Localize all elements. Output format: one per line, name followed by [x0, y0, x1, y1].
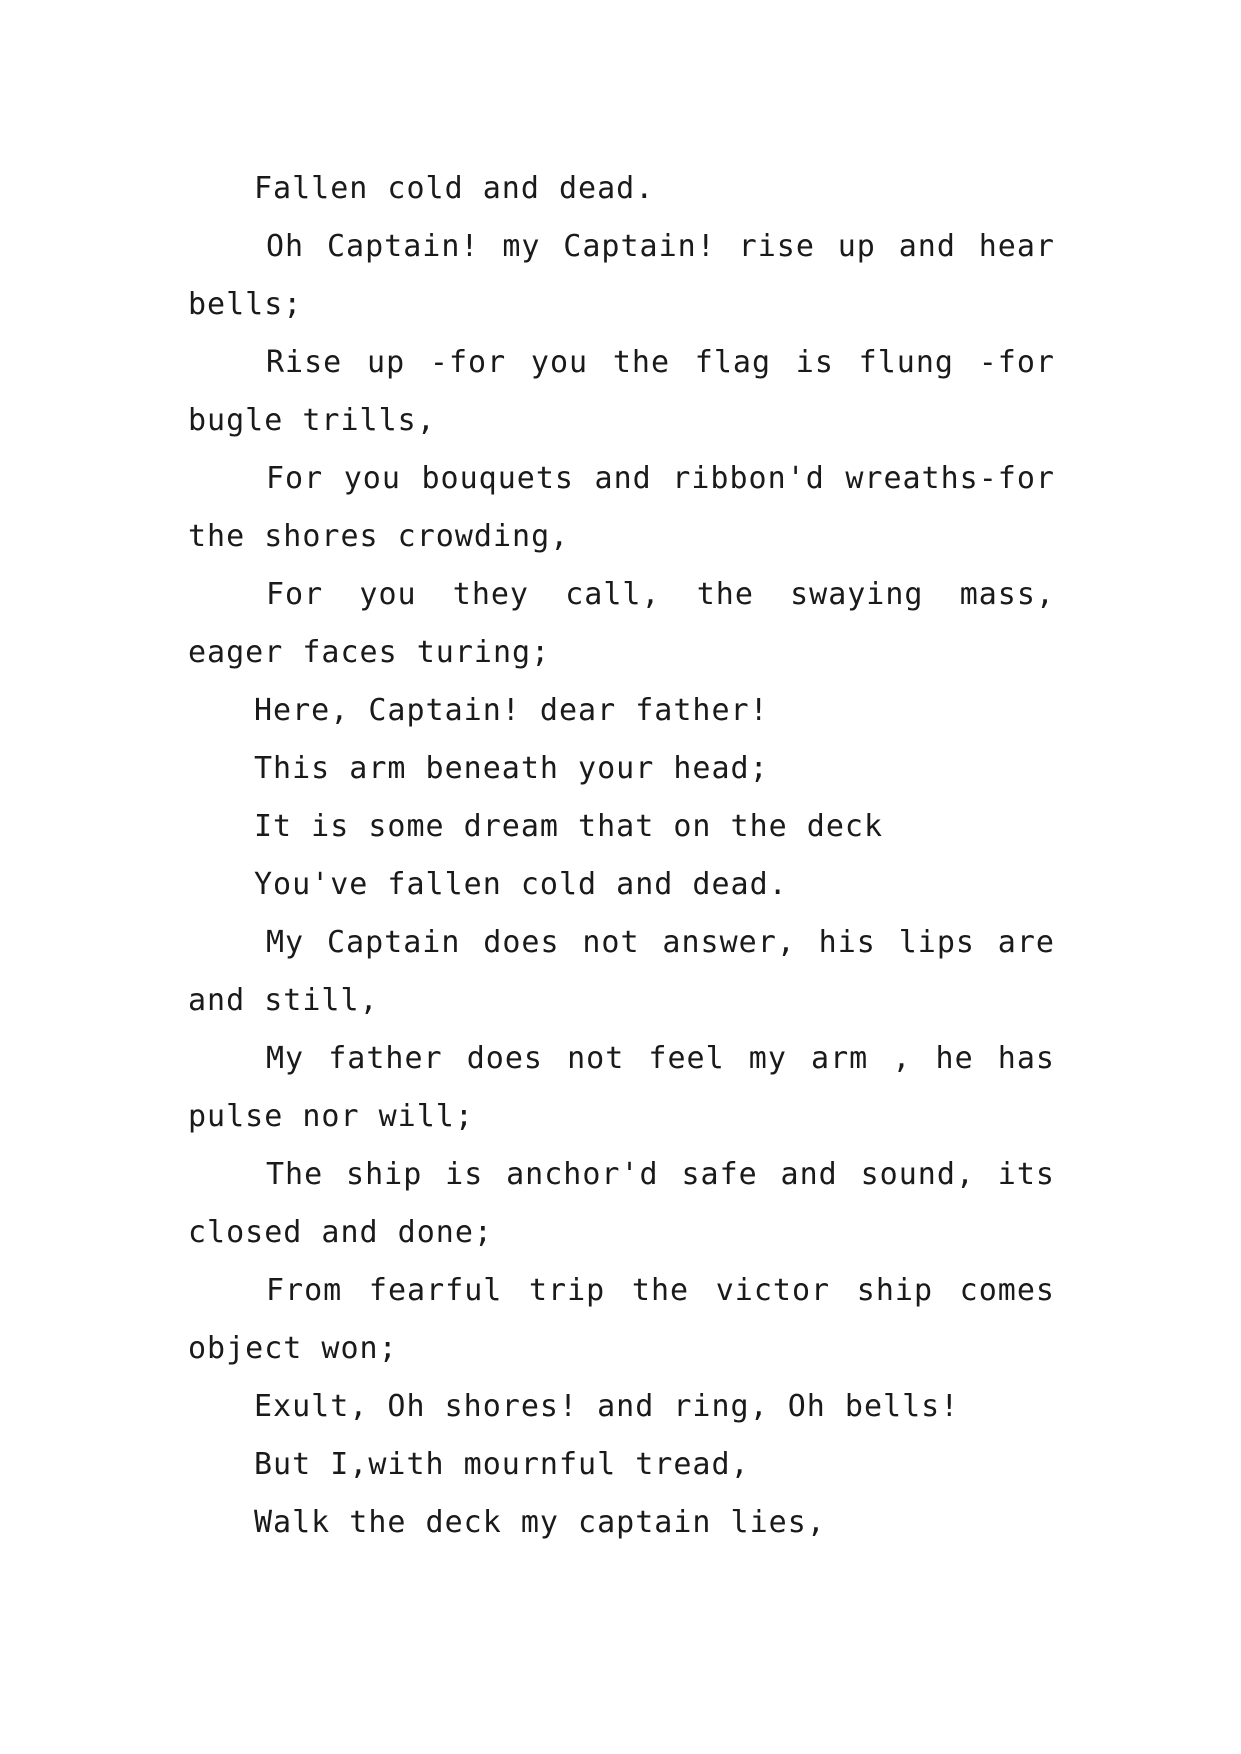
poem-line: Walk the deck my captain lies, — [254, 1505, 826, 1540]
poem-line: bells; — [188, 287, 303, 322]
poem-line: For you bouquets and ribbon'd wreaths-for — [266, 461, 1055, 496]
poem-line: Exult, Oh shores! and ring, Oh bells! — [254, 1389, 960, 1424]
poem-line: Rise up -for you the flag is flung -for — [266, 345, 1055, 380]
poem-line: Fallen cold and dead. — [254, 171, 655, 206]
poem-text — [188, 160, 1055, 1552]
poem-line: Here, Captain! dear father! — [254, 693, 769, 728]
poem-line: pulse nor will; — [188, 1099, 474, 1134]
poem-line: For you they call, the swaying mass, — [266, 577, 1055, 612]
poem-line: My Captain does not answer, his lips are — [266, 925, 1055, 960]
poem-line: It is some dream that on the deck — [254, 809, 884, 844]
poem-line: closed and done; — [188, 1215, 493, 1250]
poem-line: My father does not feel my arm , he has — [266, 1041, 1055, 1076]
poem-line: object won; — [188, 1331, 398, 1366]
poem-line: eager faces turing; — [188, 635, 551, 670]
poem-line: You've fallen cold and dead. — [254, 867, 788, 902]
poem-line: From fearful trip the victor ship comes — [266, 1273, 1055, 1308]
poem-line: and still, — [188, 983, 379, 1018]
poem-line: Oh Captain! my Captain! rise up and hear — [266, 229, 1055, 264]
poem-line: the shores crowding, — [188, 519, 570, 554]
poem-line: The ship is anchor'd safe and sound, its — [266, 1157, 1055, 1192]
poem-line: But I,with mournful tread, — [254, 1447, 750, 1482]
poem-line: This arm beneath your head; — [254, 751, 769, 786]
poem-line: bugle trills, — [188, 403, 436, 438]
